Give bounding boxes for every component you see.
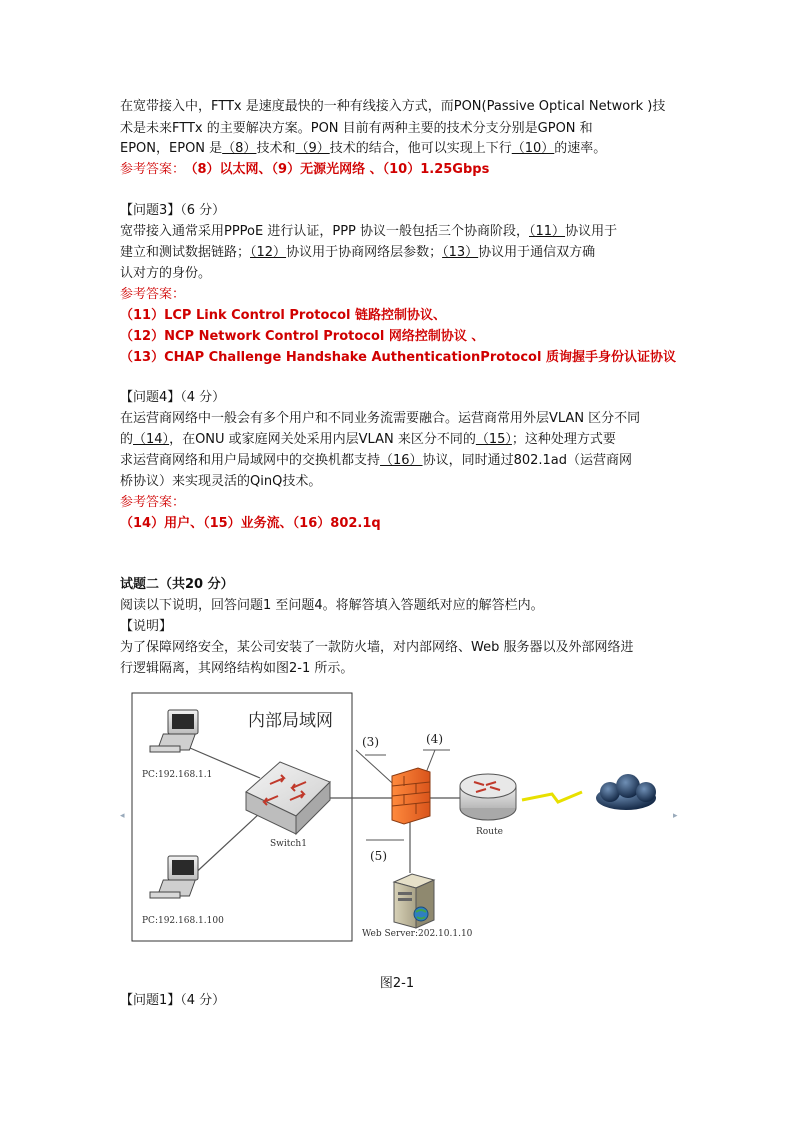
paragraph-line: 的（14），在ONU 或家庭网关处采用内层VLAN 来区分不同的（15）；这种处理方式要 xyxy=(120,432,616,447)
paragraph-line: 求运营商网络和用户局域网中的交换机都支持（16）协议，同时通过802.1ad（运营商网 xyxy=(120,453,632,468)
web-server-icon xyxy=(394,874,434,928)
answer-line: （14）用户、（15）业务流、（16）802.1q xyxy=(120,516,381,531)
web-server-label: Web Server:202.10.1.10 xyxy=(362,929,473,939)
blank-10: （10） xyxy=(511,141,555,156)
answer-label: 参考答案： xyxy=(120,287,186,302)
switch-label: Switch1 xyxy=(270,839,307,849)
answer-line: （11）LCP Link Control Protocol 链路控制协议、 xyxy=(120,308,447,323)
blank-15: （15） xyxy=(475,432,512,447)
paragraph-line: 在宽带接入中，FTTx 是速度最快的一种有线接入方式，而PON(Passive Optical Network )技 xyxy=(120,99,666,114)
iface-3-label: (3) xyxy=(362,735,379,749)
network-diagram xyxy=(120,688,680,958)
answer-label: 参考答案： xyxy=(120,495,186,510)
paragraph-line: 为了保障网络安全，某公司安装了一款防火墙，对内部网络、Web 服务器以及外部网络进 xyxy=(120,640,634,655)
exam-2-title: 试题二（共20 分） xyxy=(120,577,234,592)
blank-9: （9） xyxy=(295,141,330,156)
iface-4-label: (4) xyxy=(426,732,443,746)
paragraph-line: 宽带接入通常采用PPPoE 进行认证，PPP 协议一般包括三个协商阶段，（11）协议用于 xyxy=(120,224,618,239)
blank-11: （11） xyxy=(529,224,566,239)
blank-12: （12） xyxy=(250,245,287,260)
description-label: 【说明】 xyxy=(120,619,173,634)
iface-5-label: (5) xyxy=(370,849,387,863)
question-4-title: 【问题4】（4 分） xyxy=(120,390,226,405)
question-3-title: 【问题3】（6 分） xyxy=(120,203,226,218)
question-1-title: 【问题1】（4 分） xyxy=(120,993,226,1008)
answer-line: （13）CHAP Challenge Handshake AuthenticationProtocol 质询握手身份认证协议 xyxy=(120,350,676,365)
blank-13: （13） xyxy=(442,245,479,260)
paragraph-line: 在运营商网络中一般会有多个用户和不同业务流需要融合。运营商常用外层VLAN 区分不同 xyxy=(120,411,641,426)
figure-caption: 图2-1 xyxy=(379,976,415,991)
pc-2-label: PC:192.168.1.100 xyxy=(142,916,224,926)
right-edge-mark: ▸ xyxy=(673,811,678,821)
paragraph-line: 行逻辑隔离，其网络结构如图2-1 所示。 xyxy=(120,661,354,676)
instruction-line: 阅读以下说明，回答问题1 至问题4。将解答填入答题纸对应的解答栏内。 xyxy=(120,598,544,613)
lan-label: 内部局域网 xyxy=(248,711,333,731)
paragraph-line: 认对方的身份。 xyxy=(120,266,212,281)
router-icon xyxy=(460,774,516,820)
wan-link-icon xyxy=(522,792,582,802)
blank-8: （8） xyxy=(222,141,257,156)
route-label: Route xyxy=(476,827,503,837)
paragraph-line: 建立和测试数据链路；（12）协议用于协商网络层参数；（13）协议用于通信双方确 xyxy=(120,245,596,260)
pc-1-label: PC:192.168.1.1 xyxy=(142,770,213,780)
left-edge-mark: ◂ xyxy=(120,811,125,821)
paragraph-line: 桥协议）来实现灵活的QinQ技术。 xyxy=(120,474,322,489)
paragraph-line: 术是未来FTTx 的主要解决方案。PON 目前有两种主要的技术分支分别是GPON 和 xyxy=(120,121,593,136)
firewall-icon xyxy=(392,768,430,824)
cloud-icon xyxy=(596,774,656,810)
paragraph-line: EPON，EPON 是（8）技术和（9）技术的结合，他可以实现上下行（10）的速率。 xyxy=(120,141,607,156)
blank-14: （14） xyxy=(133,432,170,447)
blank-16: （16） xyxy=(380,453,423,468)
answer-line: 参考答案： （8）以太网、（9）无源光网络 、（10）1.25Gbps xyxy=(120,162,490,177)
answer-line: （12）NCP Network Control Protocol 网络控制协议 、 xyxy=(120,329,485,344)
